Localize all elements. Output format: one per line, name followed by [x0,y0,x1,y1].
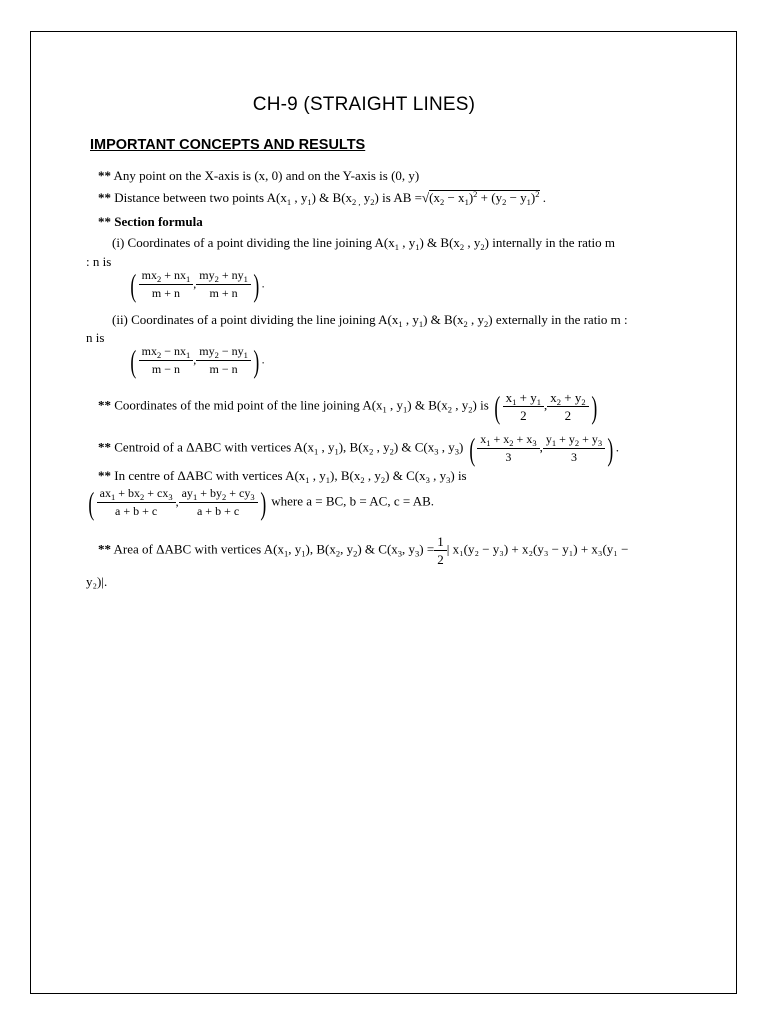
page-title: CH-9 (STRAIGHT LINES) [252,94,476,115]
external-division-cont: n is [86,330,105,345]
distance-formula: ** Distance between two points $A(x_1$ , $y_1$) & $B(x_{2 ,}$ $y_2$) is AB $=√(x_2 - x_1)^2 + (y_2 - y_1)^2$ . [98,189,547,207]
area-formula: ** Area of ΔABC with vertices $A(x_1$, $y_1$), $B(x_2$, $y_2$) & $C(x_3$, $y_3$) = $\frac{1}{2}$ | x₁(y₂ − y₃) + x₂(y₃ − y₁) + x₃(y₁ − [98,534,629,567]
incentre-formula: ( $\frac{ax_1 + bx_2 + cx_3}{a + b + c}$ , $\frac{ay_1 + by_2 + cy_3}{a + b + c}$ ) where a = BC, b = AC, c = AB. [88,484,435,521]
external-division-text: (ii) Coordinates of a point dividing the line joining $A(x_1$ , $y_1$) & $B(x_2$ , $y_2$) externally in the ratio m : [112,312,628,329]
midpoint-formula: ** Coordinates of the mid point of the line joining $A(x_1$ , $y_1$) & $B(x_2$ , $y_2$) is ( $\frac{x_1 + y_1}{2}$ , $\frac{x_2 + y_2}{2}$ ) [98,388,597,425]
internal-division-formula: ( $\frac{mx_2 + nx_1}{m + n}$ , $\frac{my_2 + ny_1}{m + n}$ ) . [130,266,265,303]
internal-division-text: (i) Coordinates of a point dividing the line joining $A(x_1$ , $y_1$) & $B(x_2$ , $y_2$) internally in the ratio m [112,235,616,252]
area-formula-cont: y₂)|. [86,574,108,589]
x-axis-point-note: ** Any point on the X-axis is (x, 0) and on the Y-axis is (0, y) [98,168,420,183]
section-formula-heading: ** Section formula [98,214,203,229]
incentre-text: ** In centre of ΔABC with vertices $A(x_1$ , $y_1$), $B(x_2$ , $y_2$) & $C(x_3$ , $y_3$) is [98,468,467,485]
section-heading: IMPORTANT CONCEPTS AND RESULTS [90,137,366,153]
external-division-formula: ( $\frac{mx_2 - nx_1}{m - n}$ , $\frac{my_2 - ny_1}{m - n}$ ) . [130,342,265,379]
centroid-formula: ** Centroid of a ΔABC with vertices $A(x_1$ , $y_1$), $B(x_2$ , $y_2$) & $C(x_3$ , $y_3$) ( $\frac{x_1 + x_2 + x_3}{3}$ , $\frac{y_1 + y_2 + y_3}{3}$ ) . [98,430,620,467]
internal-division-cont: : n is [86,254,112,269]
